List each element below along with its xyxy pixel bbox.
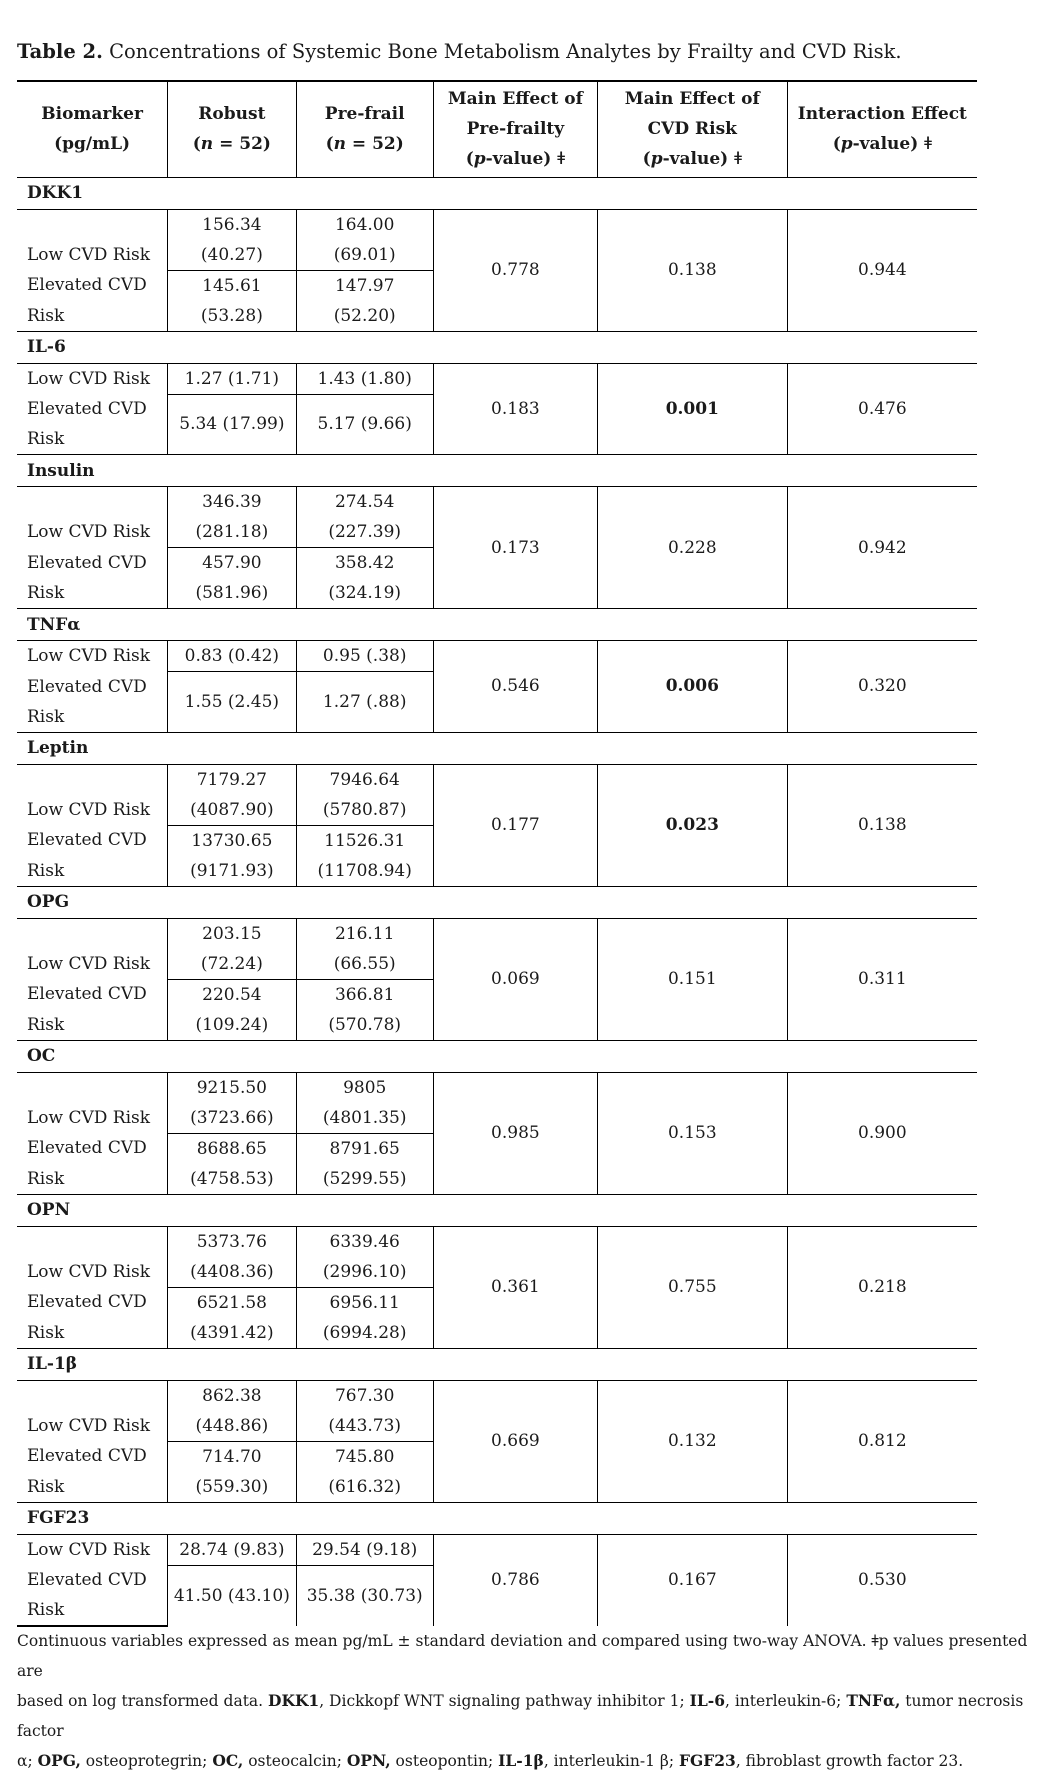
biomarker-name: Insulin <box>17 455 977 487</box>
robust-low-value: 28.74 (9.83) <box>168 1534 296 1565</box>
prefrail-elevated-value: 1.27 (.88) <box>296 672 433 733</box>
biomarker-name: OPN <box>17 1194 977 1226</box>
robust-elevated-sd: (109.24) <box>168 1010 296 1041</box>
p-value-prefrailty: 0.361 <box>433 1226 597 1348</box>
row-label: Risk <box>17 702 168 733</box>
prefrail-elevated-value: 5.17 (9.66) <box>296 394 433 455</box>
prefrail-elevated-value: 35.38 (30.73) <box>296 1565 433 1626</box>
row-label: Risk <box>17 856 168 887</box>
table-row <box>17 1072 977 1103</box>
row-label-spacer <box>17 1072 168 1103</box>
robust-low-mean: 156.34 <box>168 209 296 240</box>
footnote-line-2: based on log transformed data. DKK1, Dickkopf WNT signaling pathway inhibitor 1; IL-6, interleukin-6; TNFα, tumor necrosis factor <box>17 1691 1024 1740</box>
robust-elevated-sd: (9171.93) <box>168 856 296 887</box>
table-row <box>17 1226 977 1257</box>
table-label: Table 2. <box>17 40 103 63</box>
biomarker-header-row <box>17 1040 977 1072</box>
header-main-effect-cvd: Main Effect of CVD Risk (p-value) ǂ <box>597 81 787 177</box>
p-value-prefrailty: 0.985 <box>433 1072 597 1194</box>
p-value-prefrailty: 0.669 <box>433 1380 597 1502</box>
table-row <box>17 918 977 949</box>
row-label: Elevated CVD <box>17 1287 168 1318</box>
robust-low-mean: 862.38 <box>168 1380 296 1411</box>
header-row <box>17 81 977 177</box>
p-value-cvd-risk: 0.132 <box>597 1380 787 1502</box>
robust-low-sd: (72.24) <box>168 949 296 980</box>
p-value-cvd-risk: 0.228 <box>597 487 787 609</box>
header-pvalue-note: (p-value) ǂ <box>642 149 742 170</box>
biomarker-name: IL-6 <box>17 331 977 363</box>
p-value-interaction: 0.138 <box>858 815 907 835</box>
p-value-cvd-risk: 0.023 <box>597 764 787 886</box>
row-label: Elevated CVD <box>17 979 168 1010</box>
p-value-interaction: 0.320 <box>858 676 907 697</box>
p-value-cvd-risk: 0.153 <box>597 1072 787 1194</box>
robust-elevated-mean: 13730.65 <box>168 825 296 856</box>
robust-elevated-sd: (4758.53) <box>168 1164 296 1195</box>
table-row <box>17 764 977 795</box>
robust-elevated-mean: 457.90 <box>168 548 296 579</box>
table-caption <box>17 40 1027 63</box>
row-label: Low CVD Risk <box>17 1534 168 1565</box>
robust-elevated-sd: (581.96) <box>168 578 296 609</box>
prefrail-low-mean: 767.30 <box>296 1380 433 1411</box>
row-label: Low CVD Risk <box>17 641 168 672</box>
p-value-interaction: 0.942 <box>858 537 907 558</box>
robust-low-sd: (40.27) <box>168 240 296 271</box>
robust-elevated-value: 1.55 (2.45) <box>168 672 296 733</box>
table-footnote <box>17 1626 1032 1776</box>
p-value-prefrailty: 0.069 <box>433 918 597 1040</box>
p-value-interaction: 0.944 <box>858 260 907 280</box>
robust-low-sd: (448.86) <box>168 1411 296 1442</box>
prefrail-low-mean: 9805 <box>296 1072 433 1103</box>
p-value-interaction: 0.218 <box>858 1277 907 1297</box>
biomarker-name: OPG <box>17 886 977 918</box>
prefrail-low-mean: 6339.46 <box>296 1226 433 1257</box>
robust-low-mean: 346.39 <box>168 487 296 518</box>
prefrail-elevated-sd: (324.19) <box>296 578 433 609</box>
robust-elevated-sd: (53.28) <box>168 301 296 332</box>
robust-low-mean: 5373.76 <box>168 1226 296 1257</box>
table-title: Concentrations of Systemic Bone Metabolism Analytes by Frailty and CVD Risk. <box>109 40 902 63</box>
header-robust: Robust (n = 52) <box>168 81 296 177</box>
header-biomarker: Biomarker (pg/mL) <box>17 81 168 177</box>
row-label: Elevated CVD <box>17 825 168 856</box>
footnote-line-3: α; OPG, osteoprotegrin; OC, osteocalcin; OPN, osteopontin; IL-1β, interleukin-1 β; FGF23, fibroblast growth factor 23. <box>17 1751 964 1770</box>
prefrail-elevated-sd: (11708.94) <box>296 856 433 887</box>
biomarker-header-row <box>17 331 977 363</box>
row-label-spacer <box>17 764 168 795</box>
robust-low-mean: 7179.27 <box>168 764 296 795</box>
header-sample-size: (n = 52) <box>325 134 404 155</box>
robust-elevated-value: 41.50 (43.10) <box>168 1565 296 1626</box>
p-value-cvd-risk: 0.755 <box>597 1226 787 1348</box>
robust-elevated-mean: 220.54 <box>168 979 296 1010</box>
row-label: Low CVD Risk <box>17 517 168 548</box>
prefrail-low-value: 29.54 (9.18) <box>296 1534 433 1565</box>
prefrail-low-value: 0.95 (.38) <box>296 641 433 672</box>
p-value-cvd-risk: 0.001 <box>597 363 787 455</box>
prefrail-elevated-sd: (616.32) <box>296 1472 433 1503</box>
row-label: Risk <box>17 424 168 455</box>
prefrail-low-sd: (4801.35) <box>296 1103 433 1134</box>
prefrail-elevated-mean: 6956.11 <box>296 1287 433 1318</box>
row-label: Low CVD Risk <box>17 795 168 826</box>
biomarker-header-row <box>17 732 977 764</box>
row-label: Risk <box>17 1164 168 1195</box>
row-label-spacer <box>17 918 168 949</box>
p-value-interaction: 0.900 <box>858 1123 907 1143</box>
row-label: Risk <box>17 578 168 609</box>
biomarker-name: Leptin <box>17 732 977 764</box>
prefrail-elevated-mean: 8791.65 <box>296 1133 433 1164</box>
prefrail-low-mean: 164.00 <box>296 209 433 240</box>
row-label: Risk <box>17 1472 168 1503</box>
robust-elevated-sd: (559.30) <box>168 1472 296 1503</box>
prefrail-low-mean: 7946.64 <box>296 764 433 795</box>
header-interaction-effect: Interaction Effect (p-value) ǂ <box>787 81 977 177</box>
robust-elevated-value: 5.34 (17.99) <box>168 394 296 455</box>
p-value-interaction: 0.311 <box>858 969 907 989</box>
row-label: Risk <box>17 1010 168 1041</box>
row-label: Risk <box>17 301 168 332</box>
prefrail-elevated-mean: 366.81 <box>296 979 433 1010</box>
row-label: Elevated CVD <box>17 394 168 424</box>
row-label: Elevated CVD <box>17 1565 168 1595</box>
p-value-interaction: 0.530 <box>858 1570 907 1591</box>
p-value-cvd-risk: 0.167 <box>597 1534 787 1626</box>
prefrail-low-sd: (2996.10) <box>296 1257 433 1288</box>
p-value-cvd-risk: 0.006 <box>597 641 787 733</box>
robust-low-sd: (3723.66) <box>168 1103 296 1134</box>
header-pvalue-note: (p-value) ǂ <box>465 149 566 170</box>
row-label: Low CVD Risk <box>17 363 168 394</box>
header-main-effect-prefrailty: Main Effect of Pre-frailty (p-value) ǂ <box>433 81 597 177</box>
row-label-spacer <box>17 1380 168 1411</box>
row-label: Elevated CVD <box>17 270 168 301</box>
robust-low-value: 1.27 (1.71) <box>168 363 296 394</box>
biomarker-header-row <box>17 455 977 487</box>
row-label-spacer <box>17 487 168 518</box>
biomarker-table <box>17 80 977 1627</box>
robust-low-value: 0.83 (0.42) <box>168 641 296 672</box>
p-value-interaction: 0.476 <box>858 398 907 419</box>
row-label: Risk <box>17 1595 168 1626</box>
prefrail-elevated-sd: (5299.55) <box>296 1164 433 1195</box>
biomarker-name: OC <box>17 1040 977 1072</box>
header-prefrail: Pre-frail (n = 52) <box>296 81 433 177</box>
table-row <box>17 487 977 518</box>
p-value-prefrailty: 0.546 <box>433 641 597 733</box>
biomarker-name: FGF23 <box>17 1502 977 1534</box>
prefrail-elevated-mean: 745.80 <box>296 1441 433 1472</box>
prefrail-elevated-sd: (6994.28) <box>296 1318 433 1349</box>
prefrail-low-sd: (69.01) <box>296 240 433 271</box>
prefrail-elevated-mean: 358.42 <box>296 548 433 579</box>
biomarker-name: IL-1β <box>17 1348 977 1380</box>
biomarker-header-row <box>17 1348 977 1380</box>
robust-elevated-mean: 145.61 <box>168 270 296 301</box>
p-value-cvd-risk: 0.151 <box>597 918 787 1040</box>
biomarker-header-row <box>17 609 977 641</box>
robust-low-sd: (281.18) <box>168 517 296 548</box>
robust-elevated-mean: 8688.65 <box>168 1133 296 1164</box>
prefrail-low-sd: (5780.87) <box>296 795 433 826</box>
prefrail-low-sd: (443.73) <box>296 1411 433 1442</box>
row-label: Risk <box>17 1318 168 1349</box>
p-value-prefrailty: 0.173 <box>433 487 597 609</box>
p-value-prefrailty: 0.778 <box>433 209 597 331</box>
robust-low-mean: 9215.50 <box>168 1072 296 1103</box>
p-value-cvd-risk: 0.138 <box>597 209 787 331</box>
row-label-spacer <box>17 1226 168 1257</box>
p-value-interaction: 0.812 <box>858 1431 907 1451</box>
biomarker-header-row <box>17 886 977 918</box>
prefrail-low-mean: 274.54 <box>296 487 433 518</box>
row-label: Elevated CVD <box>17 548 168 579</box>
table-row <box>17 1534 977 1565</box>
biomarker-header-row <box>17 1502 977 1534</box>
biomarker-header-row <box>17 177 977 209</box>
table-row <box>17 1380 977 1411</box>
footnote-line-1: Continuous variables expressed as mean pg/mL ± standard deviation and compared using two-way ANOVA. ǂp values presented are <box>17 1632 1028 1680</box>
header-pvalue-note: (p-value) ǂ <box>832 134 932 155</box>
table-row <box>17 209 977 240</box>
robust-low-sd: (4087.90) <box>168 795 296 826</box>
header-sample-size: (n = 52) <box>192 134 271 155</box>
row-label: Low CVD Risk <box>17 240 168 271</box>
biomarker-name: TNFα <box>17 609 977 641</box>
robust-elevated-sd: (4391.42) <box>168 1318 296 1349</box>
prefrail-elevated-sd: (570.78) <box>296 1010 433 1041</box>
robust-elevated-mean: 714.70 <box>168 1441 296 1472</box>
prefrail-low-sd: (66.55) <box>296 949 433 980</box>
biomarker-header-row <box>17 1194 977 1226</box>
table-row <box>17 641 977 672</box>
row-label: Low CVD Risk <box>17 949 168 980</box>
row-label: Low CVD Risk <box>17 1411 168 1442</box>
p-value-prefrailty: 0.786 <box>433 1534 597 1626</box>
row-label: Elevated CVD <box>17 1133 168 1164</box>
row-label-spacer <box>17 209 168 240</box>
prefrail-elevated-mean: 147.97 <box>296 270 433 301</box>
prefrail-low-mean: 216.11 <box>296 918 433 949</box>
prefrail-elevated-mean: 11526.31 <box>296 825 433 856</box>
robust-low-mean: 203.15 <box>168 918 296 949</box>
p-value-prefrailty: 0.177 <box>433 764 597 886</box>
p-value-prefrailty: 0.183 <box>433 363 597 455</box>
row-label: Elevated CVD <box>17 672 168 702</box>
prefrail-elevated-sd: (52.20) <box>296 301 433 332</box>
prefrail-low-value: 1.43 (1.80) <box>296 363 433 394</box>
biomarker-name: DKK1 <box>17 177 977 209</box>
table-row <box>17 363 977 394</box>
row-label: Low CVD Risk <box>17 1103 168 1134</box>
robust-low-sd: (4408.36) <box>168 1257 296 1288</box>
row-label: Low CVD Risk <box>17 1257 168 1288</box>
robust-elevated-mean: 6521.58 <box>168 1287 296 1318</box>
row-label: Elevated CVD <box>17 1441 168 1472</box>
prefrail-low-sd: (227.39) <box>296 517 433 548</box>
